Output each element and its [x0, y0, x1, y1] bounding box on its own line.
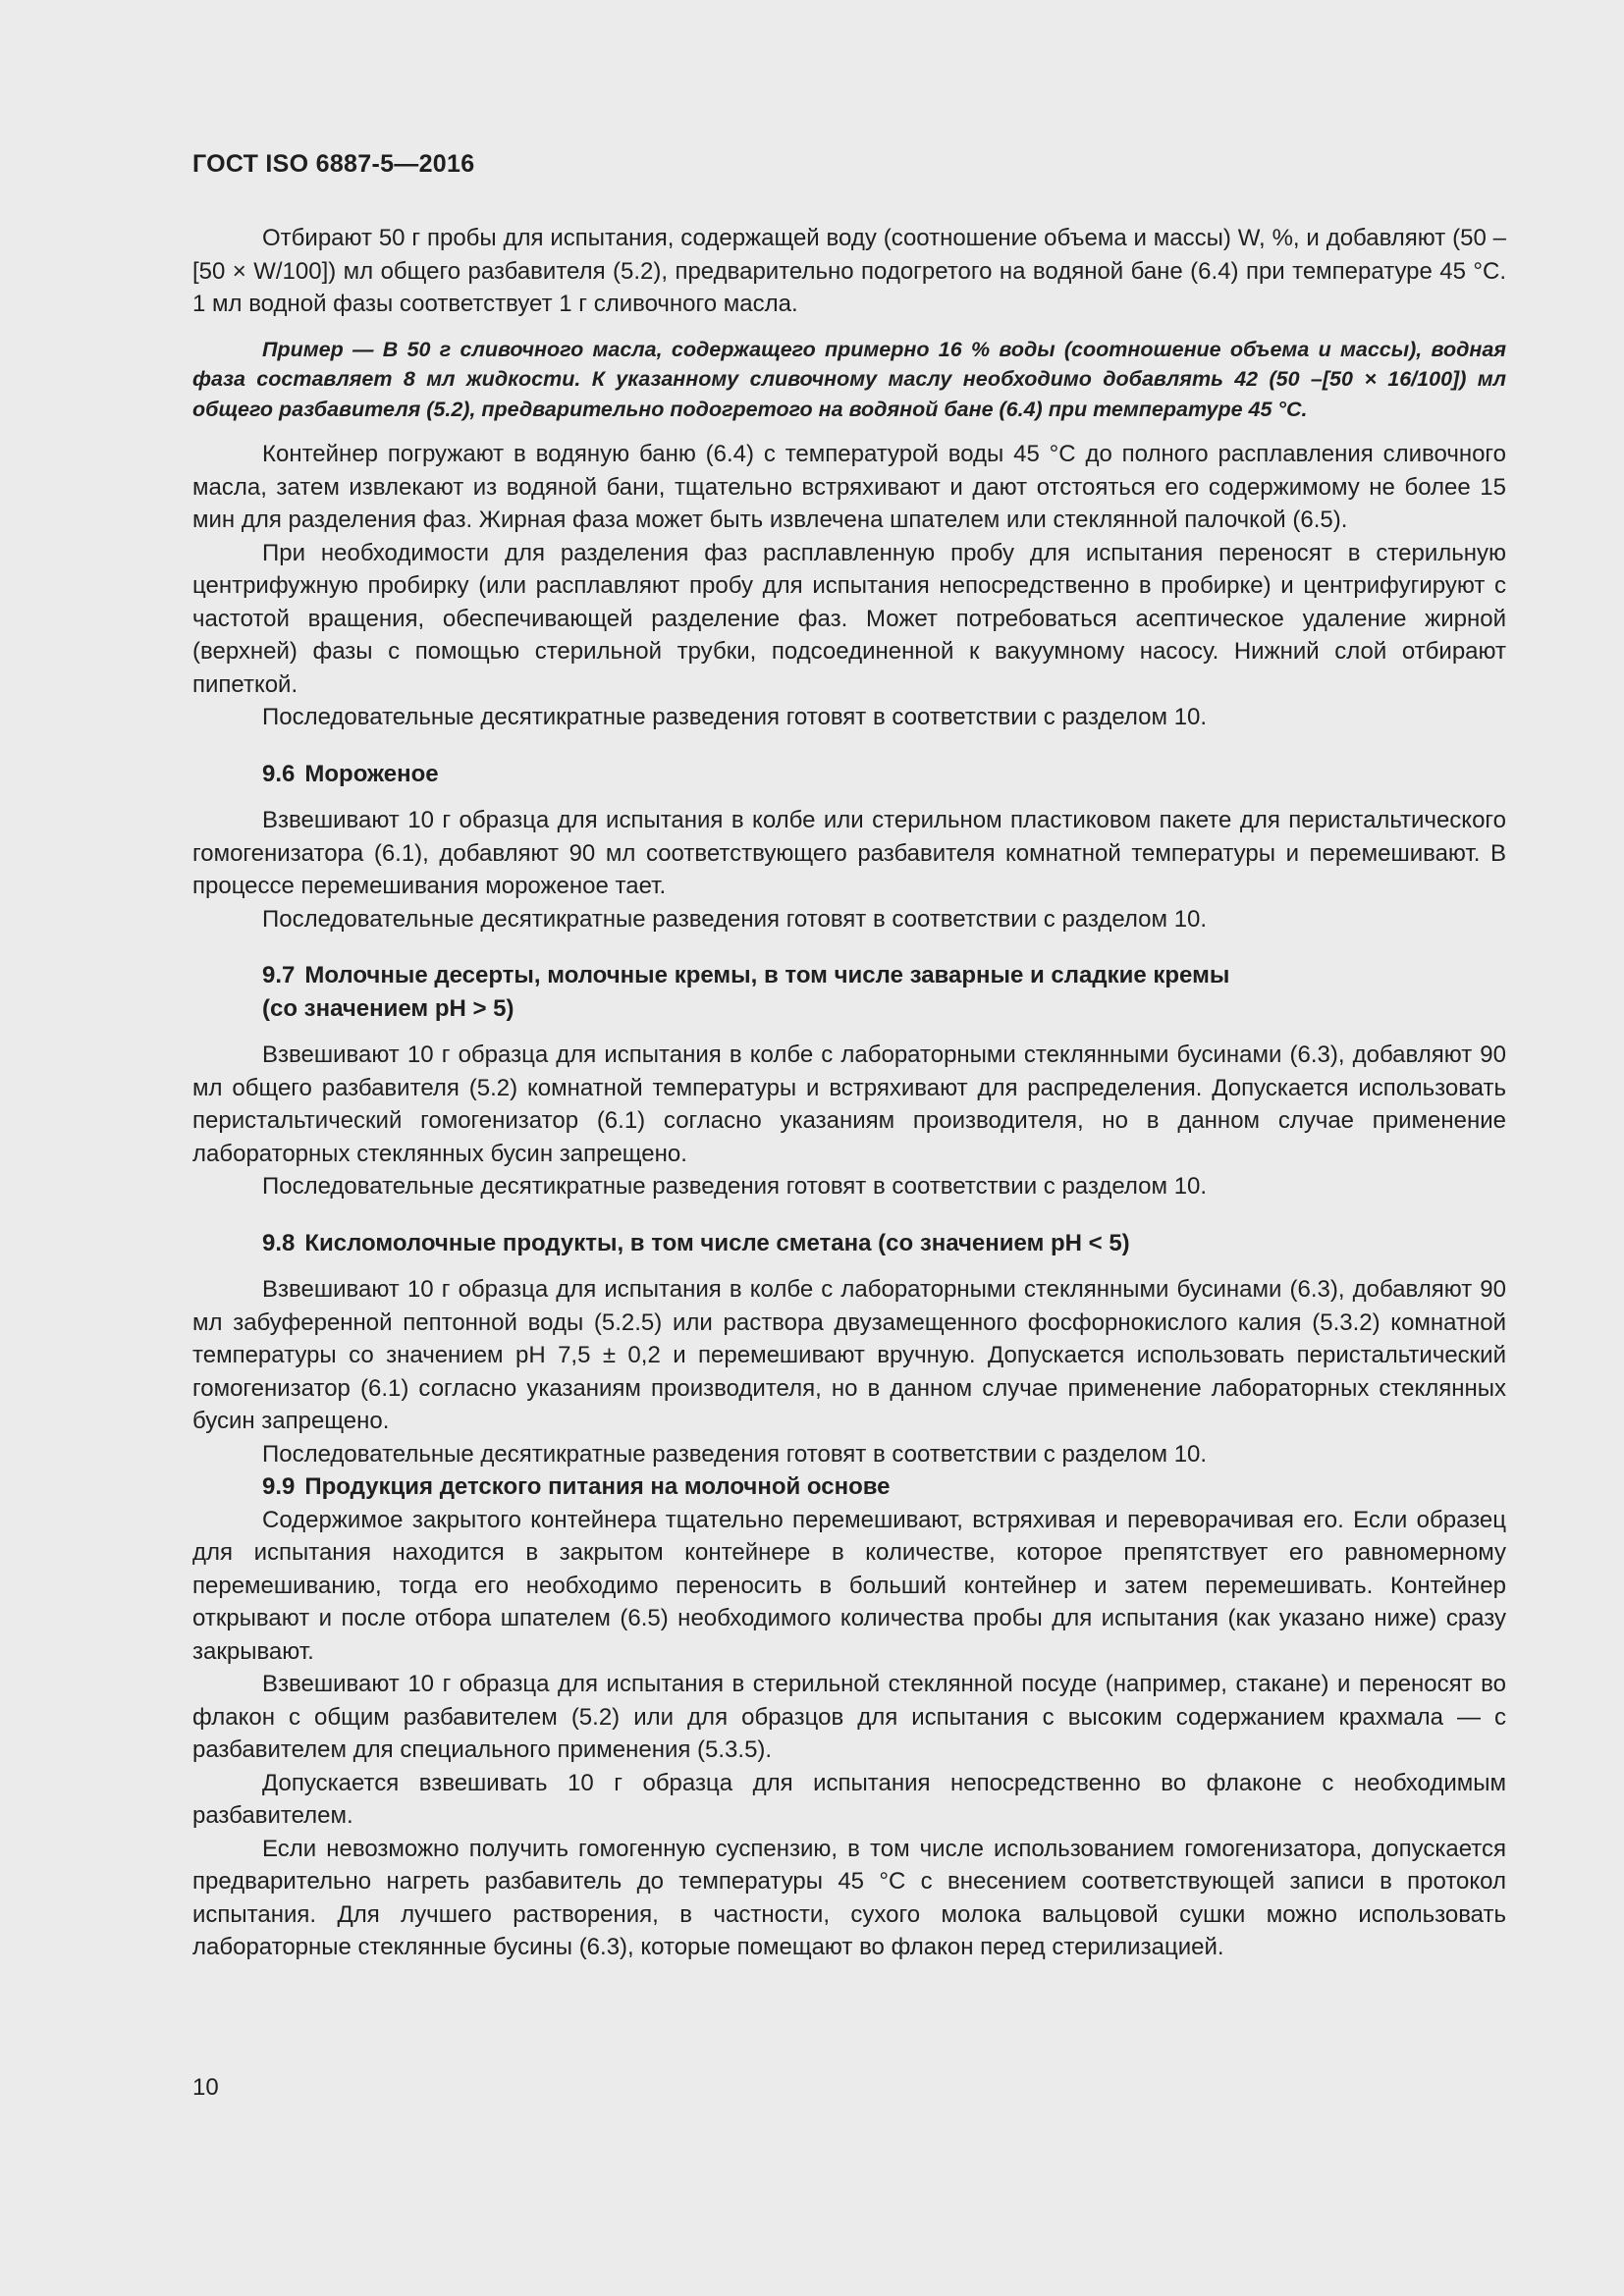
- section-number: 9.7: [262, 962, 296, 988]
- intro-paragraph-3: При необходимости для разделения фаз расплавленную пробу для испытания переносят в стерильную центрифужную пробирку (или расплавляют пробу для испытания непосредственно в пробирке) и центрифугируют с частотой вращения, обеспечивающей разделение фаз. Может потребоваться асептическое удаление жирной (верхней) фазы с помощью стерильной трубки, подсоединенной к вакуумному насосу. Нижний слой отбирают пипеткой.: [192, 539, 1506, 698]
- page-number: 10: [192, 2074, 219, 2101]
- section-number: 9.6: [262, 760, 296, 787]
- section-number: 9.9: [262, 1473, 296, 1500]
- intro-paragraph-1: Отбирают 50 г пробы для испытания, содержащей воду (соотношение объема и массы) W, %, и добавляют (50 – [50 × W/100]) мл общего разбавителя (5.2), предварительно подогретого на водяной бане (6.4) при температуре 45 °C. 1 мл водной фазы соответствует 1 г сливочного масла.: [192, 225, 1506, 317]
- section-9-9-paragraph-1: Содержимое закрытого контейнера тщательно перемешивают, встряхивая и переворачивая его. Если образец для испытания находится в закрытом контейнере в количестве, которое препятствует его равномерному перемешиванию, тогда его необходимо переносить в больший контейнер и затем перемешивать. Контейнер открывают и после отбора шпателем (6.5) необходимого количества пробы для испытания (как указано ниже) сразу закрывают.: [192, 1506, 1506, 1665]
- section-title: Продукция детского питания на молочной основе: [304, 1473, 891, 1500]
- section-9-6-paragraph-2: Последовательные десятикратные разведения готовят в соответствии с разделом 10.: [262, 905, 1208, 933]
- section-number: 9.8: [262, 1229, 296, 1256]
- section-title: Мороженое: [304, 760, 439, 787]
- section-heading-9-9: [192, 1470, 1506, 1504]
- section-9-8-paragraph-1: Взвешивают 10 г образца для испытания в колбе с лабораторными стеклянными бусинами (6.3), добавляют 90 мл забуференной пептонной воды (5.2.5) или раствора двузамещенного фосфорнокислого калия (5.3.2) комнатной температуры со значением рН 7,5 ± 0,2 и перемешивают вручную. Допускается использовать перистальтический гомогенизатор (6.1) согласно указаниям производителя, но в данном случае применение лабораторных стеклянных бусин запрещено.: [192, 1276, 1506, 1434]
- section-heading-9-8: [192, 1227, 1506, 1260]
- section-9-9-paragraph-2: Взвешивают 10 г образца для испытания в стерильной стеклянной посуде (например, стакане) и переносят во флакон с общим разбавителем (5.2) или для образцов для испытания с высоким содержанием крахмала — с разбавителем для специального применения (5.3.5).: [192, 1671, 1506, 1763]
- document-header: ГОСТ ISO 6887-5—2016: [192, 150, 475, 178]
- section-9-9-paragraph-4: Если невозможно получить гомогенную суспензию, в том числе использованием гомогенизатора, допускается предварительно нагреть разбавитель до температуры 45 °C с внесением соответствующей записи в протокол испытания. Для лучшего растворения, в частности, сухого молока вальцовой сушки можно использовать лабораторные стеклянные бусины (6.3), которые помещают во флакон перед стерилизацией.: [192, 1835, 1506, 1960]
- section-title-line-1: Молочные десерты, молочные кремы, в том числе заварные и сладкие кремы: [304, 962, 1230, 988]
- document-page: [192, 147, 1506, 1964]
- section-title: Кисломолочные продукты, в том числе сметана (со значением рН < 5): [304, 1229, 1130, 1256]
- section-9-6-paragraph-1: Взвешивают 10 г образца для испытания в колбе или стерильном пластиковом пакете для перистальтического гомогенизатора (6.1), добавляют 90 мл соответствующего разбавителя комнатной температуры и перемешивают. В процессе перемешивания мороженое тает.: [192, 807, 1506, 899]
- section-heading-9-6: [192, 758, 1506, 791]
- section-heading-9-7: [192, 959, 1506, 1025]
- section-title-line-2: (со значением рН > 5): [262, 994, 514, 1022]
- section-9-7-paragraph-1: Взвешивают 10 г образца для испытания в колбе с лабораторными стеклянными бусинами (6.3), добавляют 90 мл общего разбавителя (5.2) комнатной температуры и встряхивают для распределения. Допускается использовать перистальтический гомогенизатор (6.1) согласно указаниям производителя, но в данном случае применение лабораторных стеклянных бусин запрещено.: [192, 1041, 1506, 1167]
- section-9-9-paragraph-3: Допускается взвешивать 10 г образца для испытания непосредственно во флаконе с необходимым разбавителем.: [192, 1769, 1506, 1829]
- intro-paragraph-4: Последовательные десятикратные разведения готовят в соответствии с разделом 10.: [262, 704, 1208, 730]
- intro-paragraph-2: Контейнер погружают в водяную баню (6.4) с температурой воды 45 °C до полного расплавления сливочного масла, затем извлекают из водяной бани, тщательно встряхивают и дают отстояться его содержимому не более 15 мин для разделения фаз. Жирная фаза может быть извлечена шпателем или стеклянной палочкой (6.5).: [192, 441, 1506, 533]
- example-note: Пример — В 50 г сливочного масла, содержащего примерно 16 % воды (соотношение объема и массы), водная фаза составляет 8 мл жидкости. К указанному сливочному маслу необходимо добавлять 42 (50 –[50 × 16/100]) мл общего разбавителя (5.2), предварительно подогретого на водяной бане (6.4) при температуре 45 °C.: [192, 337, 1506, 421]
- section-9-8-paragraph-2: Последовательные десятикратные разведения готовят в соответствии с разделом 10.: [262, 1440, 1208, 1468]
- section-9-7-paragraph-2: Последовательные десятикратные разведения готовят в соответствии с разделом 10.: [262, 1173, 1208, 1200]
